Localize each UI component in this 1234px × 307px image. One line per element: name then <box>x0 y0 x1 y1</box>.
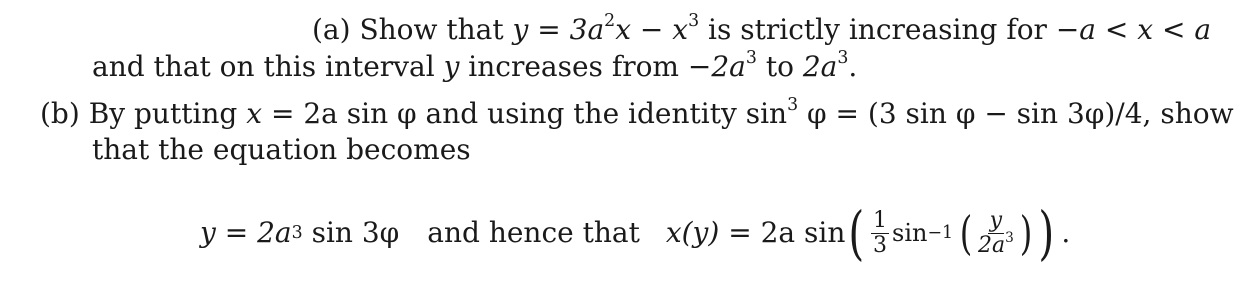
part-a-line-1 <box>312 10 1212 46</box>
left-mid-paren: ( <box>959 206 973 260</box>
equation-becomes-text: that the equation becomes <box>92 133 471 166</box>
sin-text: sin <box>745 97 788 130</box>
and-that-text: and that on this interval <box>92 50 435 83</box>
eq-2a-sin: 2a sin <box>760 216 846 249</box>
to-text: to <box>765 50 794 83</box>
frac2-den-wrap <box>978 229 1014 258</box>
increases-from-text: increases from <box>468 50 679 83</box>
eq-2a: 2a <box>257 216 292 249</box>
exp-3-sin: 3 <box>787 94 799 115</box>
left-big-paren: ( <box>848 199 865 267</box>
and-hence-text: and hence that <box>427 216 640 249</box>
frac2-den: 2a <box>978 232 1006 258</box>
var-x: x <box>615 13 631 46</box>
part-b-line-1 <box>40 94 1234 130</box>
var-x-mid: x <box>1137 13 1154 46</box>
var-a-end: a <box>1194 13 1212 46</box>
right-big-paren: ) <box>1038 199 1054 267</box>
neg-2a: −2a <box>687 50 746 83</box>
displayed-equation: y = 2a 3 sin 3φ and hence that x(y) = 2a sin ( $\frac{1}{3}$ sin −1 ( $\frac{y}{2a^3}$ ) ) . <box>200 199 1071 267</box>
neg-a: −a <box>1055 13 1096 46</box>
right-mid-paren: ) <box>1019 206 1033 260</box>
part-b-label: (b) <box>40 97 80 130</box>
exp-2: 2 <box>604 10 616 31</box>
frac-num: 1 <box>873 208 887 234</box>
eq-equals-2: = <box>728 216 752 249</box>
part-a-label: (a) <box>312 13 351 46</box>
eq-xy: x(y) <box>665 216 720 249</box>
by-putting-text: By putting <box>88 97 238 130</box>
less-than-2: < <box>1161 13 1186 46</box>
term-3a: 3a <box>569 13 605 46</box>
equals-b: = <box>270 97 295 130</box>
frac-den: 3 <box>873 232 887 258</box>
pos-2a: 2a <box>802 50 838 83</box>
equals-b2: = <box>835 97 860 130</box>
eq-y: y <box>200 216 216 249</box>
and-using-identity-text: and using the identity <box>425 97 737 130</box>
show-that-text: Show that <box>359 13 504 46</box>
eq-period: . <box>1061 216 1071 249</box>
phi-symbol: φ <box>807 97 827 130</box>
equals-sign: = <box>537 13 561 46</box>
part-b-line-2 <box>92 133 471 166</box>
less-than-1: < <box>1104 13 1129 46</box>
frac2-num: y <box>989 208 1003 234</box>
exp-3: 3 <box>688 10 700 31</box>
exp-3c: 3 <box>837 47 849 68</box>
var-y: y <box>512 13 529 46</box>
minus-sign: − <box>639 13 664 46</box>
eq-sin: sin <box>892 219 928 247</box>
two-a-sin-phi: 2a sin φ <box>303 97 417 130</box>
var-y-2: y <box>443 50 460 83</box>
var-x-b: x <box>246 97 263 130</box>
frac2-exp: 3 <box>1005 229 1014 246</box>
exp-3b: 3 <box>745 47 757 68</box>
fraction-y-over-2a3 <box>978 209 1014 256</box>
part-a-line-2 <box>92 47 858 83</box>
identity-rhs: (3 sin φ − sin 3φ)/4, show <box>867 97 1234 130</box>
eq-equals: = <box>224 216 249 249</box>
fraction-one-third <box>871 209 889 256</box>
eq-sin3phi: sin 3φ <box>311 216 400 249</box>
is-strictly-increasing-text: is strictly increasing for <box>708 13 1047 46</box>
var-x-cubed: x <box>672 13 689 46</box>
period-a: . <box>848 50 858 83</box>
